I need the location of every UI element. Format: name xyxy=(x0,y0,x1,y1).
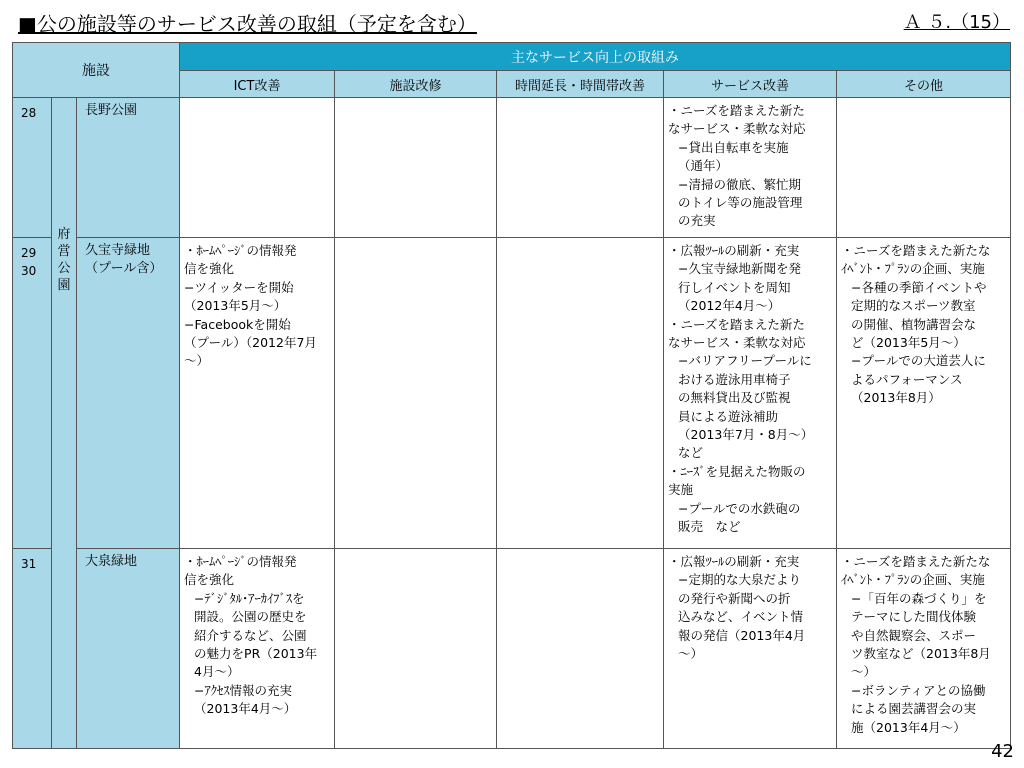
cell-line: 31 xyxy=(21,557,37,571)
service-improvement-table xyxy=(12,42,1011,749)
renovation-cell xyxy=(335,98,497,238)
detail-line: −プールでの大道芸人に xyxy=(851,353,986,369)
bullet-line: ・広報ﾂｰﾙの刷新・充実 xyxy=(668,243,800,258)
detail-line: おける遊泳用車椅子 xyxy=(678,371,791,387)
column-header-service: サービス改善 xyxy=(664,71,837,98)
detail-line: の開催、植物講習会な xyxy=(851,316,977,332)
bullet-line: ・ニーズを踏まえた新たな xyxy=(841,554,991,569)
detail-line: ツ教室など（2013年8月 xyxy=(851,646,991,662)
other-cell xyxy=(837,549,1011,749)
bullet-line: ・ﾆｰｽﾞを見据えた物販の xyxy=(668,463,806,479)
bullet-line: ｲﾍﾞﾝﾄ・ﾌﾟﾗﾝの企画、実施 xyxy=(841,572,985,588)
ict-cell xyxy=(180,98,335,238)
bullet-line: なサービス・柔軟な対応 xyxy=(668,121,806,137)
detail-line: ど（2013年5月～） xyxy=(851,335,966,351)
cell-line: （プール含） xyxy=(85,261,163,276)
detail-line: −プールでの水鉄砲の xyxy=(678,500,801,516)
detail-line: 定期的なスポーツ教室 xyxy=(851,298,976,314)
bullet-line: ・ﾎｰﾑﾍﾟｰｼﾞの情報発 xyxy=(184,554,297,569)
detail-line: −各種の季節イベントや xyxy=(851,279,987,295)
bullet-line: ｲﾍﾞﾝﾄ・ﾌﾟﾗﾝの企画、実施 xyxy=(841,261,985,277)
bullet-line: ・ニーズを踏まえた新たな xyxy=(841,243,991,258)
detail-line: （2013年4月～） xyxy=(194,701,297,717)
detail-line: 4月～） xyxy=(194,664,240,680)
cell-line: 29 xyxy=(21,246,37,260)
bullet-line: −ツイッターを開始 xyxy=(184,279,294,295)
other-cell xyxy=(837,98,1011,238)
detail-line: や自然観察会、スポー xyxy=(851,627,977,643)
renovation-cell xyxy=(335,549,497,749)
other-cell xyxy=(837,238,1011,549)
bullet-line: なサービス・柔軟な対応 xyxy=(668,335,806,351)
detail-line: 販売 など xyxy=(678,519,741,535)
facility-name xyxy=(77,549,180,749)
hours-cell xyxy=(497,549,664,749)
detail-line: 施（2013年4月～） xyxy=(851,719,966,735)
facility-header: 施設 xyxy=(13,43,180,98)
cell-line: 久宝寺緑地 xyxy=(85,243,151,258)
facility-name xyxy=(77,98,180,238)
ict-cell xyxy=(180,238,335,549)
detail-line: 開設。公園の歴史を xyxy=(194,609,307,625)
cell-line: 30 xyxy=(21,264,37,278)
document-reference: Ａ ５.（15） xyxy=(903,12,1010,33)
column-header-other: その他 xyxy=(837,71,1011,98)
detail-line: −定期的な大泉だより xyxy=(678,572,802,588)
cell-line: 28 xyxy=(21,106,37,120)
renovation-cell xyxy=(335,238,497,549)
detail-line: −「百年の森づくり」を xyxy=(851,590,987,606)
column-header-ict: ICT改善 xyxy=(180,71,335,98)
detail-line: ～） xyxy=(678,646,704,662)
bullet-line: （2013年5月～） xyxy=(184,298,287,314)
detail-line: 報の発信（2013年4月 xyxy=(678,627,806,643)
detail-line: のトイレ等の施設管理 xyxy=(678,195,803,211)
row-number xyxy=(13,98,52,238)
cell-line: 大泉緑地 xyxy=(85,554,138,569)
column-header-renovation: 施設改修 xyxy=(335,71,497,98)
detail-line: −ボランティアとの協働 xyxy=(851,682,986,698)
detail-line: −貸出自転車を実施 xyxy=(678,139,789,155)
detail-line: （2012年4月～） xyxy=(678,298,781,314)
bullet-line: ・ニーズを踏まえた新た xyxy=(668,316,805,332)
detail-line: ～） xyxy=(851,664,877,680)
bullet-line: 信を強化 xyxy=(184,261,235,277)
facility-name xyxy=(77,238,180,549)
detail-line: −久宝寺緑地新聞を発 xyxy=(678,261,802,277)
detail-line: 込みなど、イベント情 xyxy=(678,609,804,625)
detail-line: 行しイベントを周知 xyxy=(678,279,791,295)
bullet-line: −Facebookを開始 xyxy=(184,316,291,332)
detail-line: など xyxy=(678,445,704,461)
category-cell xyxy=(52,98,77,749)
service-cell xyxy=(664,549,837,749)
detail-line: 員による遊泳補助 xyxy=(678,408,779,424)
bullet-line: ・ニーズを踏まえた新た xyxy=(668,103,805,118)
detail-line: −バリアフリープールに xyxy=(678,353,812,369)
category-label: 府 営 公 園 xyxy=(57,227,71,293)
detail-line: の無料貸出及び監視 xyxy=(678,390,791,406)
bullet-line: ・ﾎｰﾑﾍﾟｰｼﾞの情報発 xyxy=(184,243,297,258)
row-number xyxy=(13,238,52,549)
detail-line: 紹介するなど、公園 xyxy=(194,627,307,643)
ict-cell xyxy=(180,549,335,749)
bullet-line: ・広報ﾂｰﾙの刷新・充実 xyxy=(668,554,800,569)
table-row xyxy=(13,549,1011,749)
detail-line: （2013年7月・8月～） xyxy=(678,427,814,443)
detail-line: （通年） xyxy=(678,158,729,174)
column-header-hours: 時間延長・時間帯改善 xyxy=(497,71,664,98)
group-header: 主なサービス向上の取組み xyxy=(180,43,1011,71)
page-number: 42 xyxy=(991,741,1014,762)
detail-line: よるパフォーマンス xyxy=(851,371,963,387)
row-number xyxy=(13,549,52,749)
page-title: ■公の施設等のサービス改善の取組（予定を含む） xyxy=(18,12,477,36)
table-row xyxy=(13,238,1011,549)
detail-line: の充実 xyxy=(678,213,716,229)
cell-line: 長野公園 xyxy=(85,103,138,118)
detail-line: テーマにした間伐体験 xyxy=(851,609,977,625)
bullet-line: 信を強化 xyxy=(184,572,235,588)
hours-cell xyxy=(497,98,664,238)
service-cell xyxy=(664,98,837,238)
detail-line: による園芸講習会の実 xyxy=(851,701,977,717)
service-cell xyxy=(664,238,837,549)
bullet-line: （プール）（2012年7月 xyxy=(184,335,317,351)
detail-line: の発行や新聞への折 xyxy=(678,590,791,606)
detail-line: の魅力をPR（2013年 xyxy=(194,646,318,662)
table-row xyxy=(13,98,1011,238)
detail-line: −ｱｸｾｽ情報の充実 xyxy=(194,682,293,698)
detail-line: −ﾃﾞｼﾞﾀﾙ･ｱｰｶｲﾌﾞｽを xyxy=(194,590,305,606)
bullet-line: 実施 xyxy=(668,482,694,498)
detail-line: （2013年8月） xyxy=(851,390,941,406)
hours-cell xyxy=(497,238,664,549)
detail-line: −清掃の徹底、繁忙期 xyxy=(678,176,802,192)
bullet-line: ～） xyxy=(184,353,210,369)
